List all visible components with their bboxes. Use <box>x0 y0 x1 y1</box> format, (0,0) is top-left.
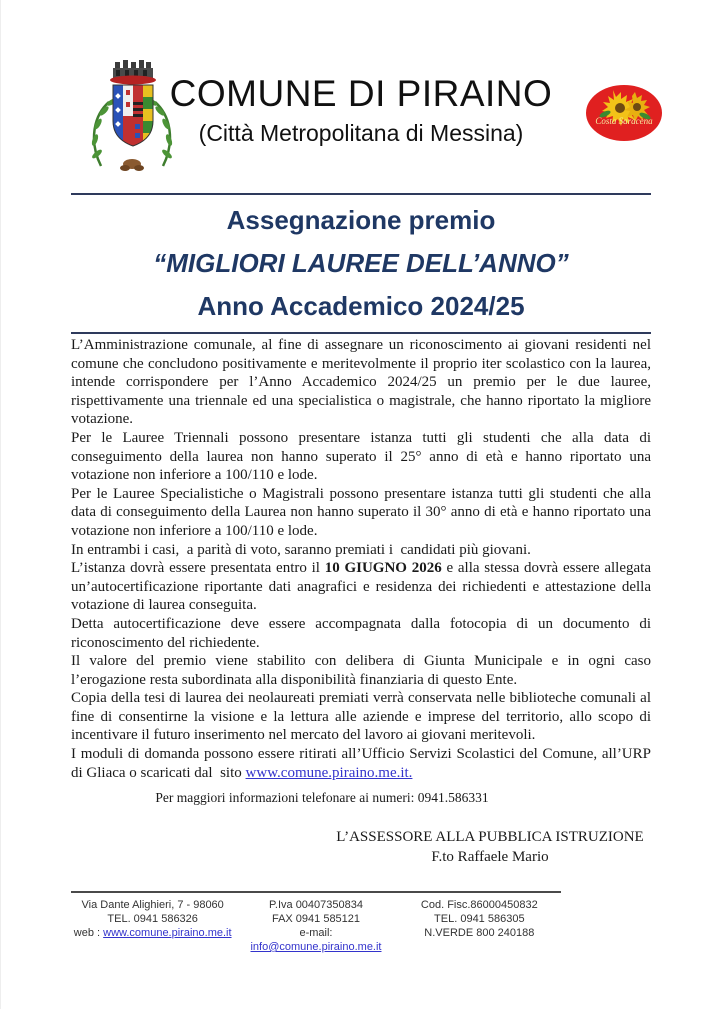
sunflower-logo-icon <box>585 84 663 142</box>
footer-tel2: TEL. 0941 586305 <box>434 913 525 925</box>
body-paragraph-istanza <box>71 559 655 615</box>
notice-title-line1: Assegnazione premio <box>226 205 496 235</box>
footer-numero-verde: N.VERDE 800 240188 <box>424 927 535 939</box>
signature-block <box>329 827 651 867</box>
body-paragraph-tesi: Copia della tesi di laurea dei neolaureati premiati verrà conservata nelle biblioteche comunali al fine di consentirne la visione e la lettura alle aziende e imprese del territorio, allo scopo di incentivare il futuro inserimento nel mercato del lavoro ai giovani meritevoli. <box>71 690 655 744</box>
footer-email-link[interactable]: info@comune.piraino.me.it <box>250 941 382 953</box>
page-footer <box>71 891 561 954</box>
document-header <box>151 74 571 148</box>
notice-title-line2: “MIGLIORI LAUREE DELL’ANNO” <box>153 248 569 278</box>
website-link[interactable]: www.comune.piraino.me.it. <box>245 764 413 781</box>
footer-fax: FAX 0941 585121 <box>271 913 361 925</box>
footer-web-link[interactable]: www.comune.piraino.me.it <box>103 927 232 939</box>
costa-saracena-logo <box>585 84 663 142</box>
notice-body <box>71 336 655 867</box>
footer-web <box>71 926 234 940</box>
footer-column-address <box>71 898 234 954</box>
footer-piva: P.Iva 00407350834 <box>268 899 363 911</box>
footer-address: Via Dante Alighieri, 7 - 98060 <box>81 899 224 911</box>
body-paragraph-autocertificazione: Detta autocertificazione deve essere accompagnata dalla fotocopia di un documento di riconoscimento del richiedente. <box>71 615 655 651</box>
footer-tel: TEL. 0941 586326 <box>107 913 198 925</box>
municipality-subtitle: (Città Metropolitana di Messina) <box>198 120 524 146</box>
footer-web-label: web : <box>73 927 104 939</box>
footer-column-fiscal <box>234 898 397 954</box>
paragraph-text: I moduli di domanda possono essere ritirati all’Ufficio Servizi Scolastici del Comune, all’URP di Gliaca o scaricati dal sito <box>71 746 655 781</box>
notice-title-block <box>71 193 651 334</box>
paragraph-text: L’istanza dovrà essere presentata entro il <box>71 560 325 577</box>
paragraph-text: e alla stessa dovrà essere allegata un’autocertificazione riportante dati anagrafici e residenza dei richiedenti e attestazione della votazione di laurea conseguita. <box>71 560 655 614</box>
footer-column-contacts <box>398 898 561 954</box>
footer-codfisc: Cod. Fisc.86000450832 <box>420 899 538 911</box>
body-paragraph-magistrali: Per le Lauree Specialistiche o Magistrali possono presentare istanza tutti gli studenti che alla data di conseguimento della Laurea non hanno superato il 30° anno di età e hanno riportato una votazione non inferiore a 100/110 e lode. <box>71 485 655 539</box>
body-paragraph-parita: In entrambi i casi, a parità di voto, saranno premiati i candidati più giovani. <box>71 541 531 558</box>
logo-text: Costa Saracena <box>595 116 653 126</box>
body-paragraph-moduli <box>71 745 655 782</box>
notice-title-line3: Anno Accademico 2024/25 <box>197 291 525 321</box>
deadline-date: 10 GIUGNO 2026 <box>324 560 442 577</box>
footer-email <box>234 926 397 954</box>
municipality-name: COMUNE DI PIRAINO <box>169 73 553 114</box>
signature-name: F.to Raffaele Mario <box>431 848 549 865</box>
footer-email-label: e-mail: <box>299 927 333 939</box>
body-paragraph-triennali: Per le Lauree Triennali possono presentare istanza tutti gli studenti che alla data di conseguimento della laurea non hanno superato il 25° anno di età e hanno riportato una votazione non inferiore a 100/110 e lode. <box>71 429 655 484</box>
body-paragraph-intro: L’Amministrazione comunale, al fine di assegnare un riconoscimento ai giovani residenti nel comune che concludono positivamente e meritevolmente il proprio iter scolastico con la laurea, intende corrispondere per l’Anno Accademico 2024/25 un premio per le due lauree, rispettivamente una triennale ed una specialistica o magistrale, che hanno riportato la migliore votazione. <box>71 337 655 428</box>
body-paragraph-valore-premio: Il valore del premio viene stabilito con delibera di Giunta Municipale e in ogni caso l’erogazione resta subordinata alla disponibilità finanziaria di questo Ente. <box>71 653 655 688</box>
signature-role: L’ASSESSORE ALLA PUBBLICA ISTRUZIONE <box>336 828 644 845</box>
info-phone-line: Per maggiori informazioni telefonare ai numeri: 0941.586331 <box>155 790 489 806</box>
